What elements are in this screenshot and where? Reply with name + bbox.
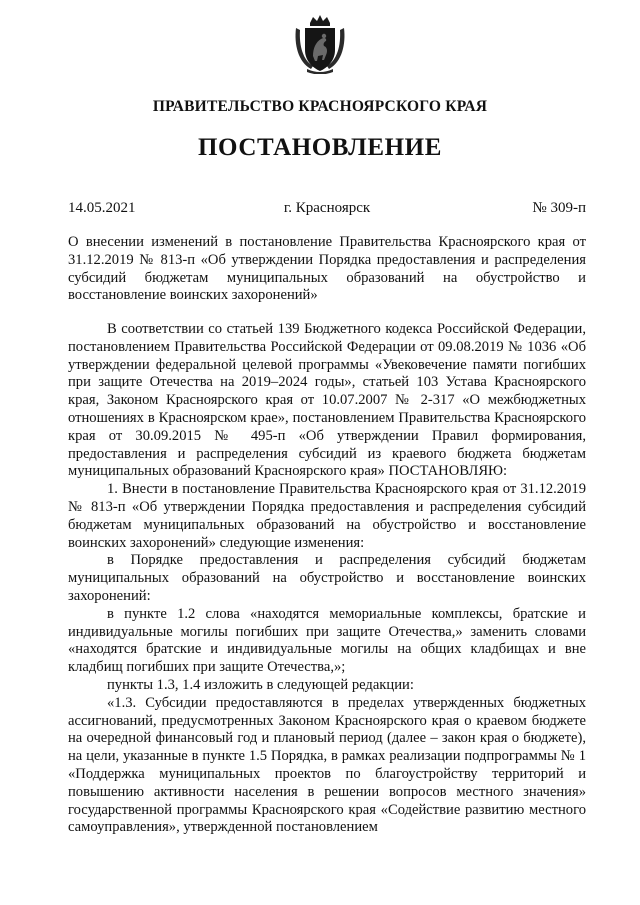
document-meta-row	[68, 200, 586, 220]
subject-text: О внесении изменений в постановление Правительства Красноярского края от 31.12.2019 № 813-п «Об утверждении Порядка предоставления и распределения субсидий бюджетам муниципальных образований на обустройство и восстановление воинских захоронений»	[68, 234, 586, 304]
body-paragraph: 1. Внести в постановление Правительства Красноярского края от 31.12.2019 № 813-п «Об утверждении Порядка предоставления и распределения субсидий бюджетам муниципальных образований на обустройство и восстановление воинских захоронений» следующие изменения:	[68, 481, 586, 551]
body-paragraph: пункты 1.3, 1.4 изложить в следующей редакции:	[107, 676, 414, 693]
document-subject	[68, 234, 586, 305]
document-city: г. Красноярск	[283, 200, 371, 216]
body-paragraph: В соответствии со статьей 139 Бюджетного кодекса Российской Федерации, постановлением Правительства Российской Федерации от 09.08.2019 № 1036 «Об утверждении федеральной целевой программы «Увековечение памяти погибших при защите Отечества на 2019–2024 годы», статьей 103 Устава Красноярского края, Законом Красноярского края от 10.07.2007 № 2-317 «О межбюджетных отношениях в Красноярском крае», постановлением Правительства Красноярского края от 30.09.2015 № 495-п «Об утверждении Правил формирования, предоставления и распределения субсидий из краевого бюджета бюджетам муниципальных образований Красноярского края» ПОСТАНОВЛЯЮ:	[68, 321, 586, 480]
body-paragraph: «1.3. Субсидии предоставляются в пределах утвержденных бюджетных ассигнований, предусмотренных Законом Красноярского края о краевом бюджете на очередной финансовый год и плановый период (далее – закон края о бюджете), на цели, указанные в пункте 1.5 Порядка, в рамках реализации подпрограммы № 1 «Поддержка муниципальных проектов по благоустройству территорий и повышению активности населения в решении вопросов местного значения» государственной программы Красноярского края «Содействие развитию местного самоуправления», утвержденной постановлением	[68, 694, 586, 836]
document-body	[68, 321, 586, 837]
document-number: № 309-п	[532, 200, 586, 216]
government-title: ПРАВИТЕЛЬСТВО КРАСНОЯРСКОГО КРАЯ	[152, 98, 488, 115]
coat-of-arms-icon	[293, 14, 347, 74]
body-paragraph: в пункте 1.2 слова «находятся мемориальные комплексы, братские и индивидуальные могилы погибших при защите Отечества,» заменить словами «находятся братские и индивидуальные могилы на общих кладбищах и вне кладбищ погибших при защите Отечества,»;	[68, 605, 586, 676]
document-date: 14.05.2021	[68, 200, 136, 216]
body-paragraph: в Порядке предоставления и распределения субсидий бюджетам муниципальных образований на обустройство и восстановление воинских захоронений:	[68, 552, 586, 604]
document-type-heading: ПОСТАНОВЛЕНИЕ	[197, 134, 443, 161]
